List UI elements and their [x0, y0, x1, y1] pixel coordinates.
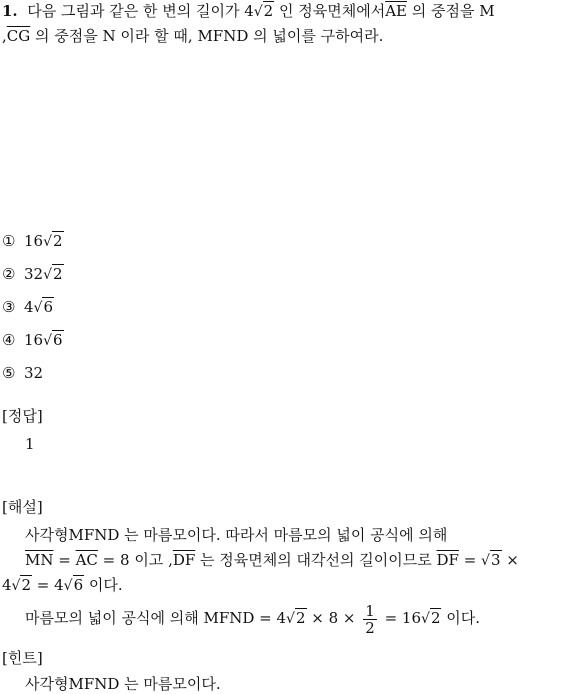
choice-sqrt: √6 — [43, 331, 63, 349]
sqrt-radicand: 2 — [263, 2, 274, 20]
segment-mn: $\overline{MN}$ — [25, 551, 54, 569]
choice-marker: ⑤ — [2, 364, 16, 382]
fraction-denominator: 2 — [365, 618, 375, 637]
choice-2[interactable] — [2, 264, 64, 285]
choice-coef: 16 — [24, 331, 44, 349]
explanation-text: 는 정육면체의 대각선의 길이이므로 — [195, 551, 437, 569]
explanation-text: 이다. — [441, 609, 481, 627]
fraction-numerator: 1 — [365, 601, 375, 620]
explanation-text: × 8 × — [306, 609, 361, 627]
question-text-b: 인 정육면체에서 — [274, 2, 386, 20]
choice-radicand: 6 — [43, 298, 54, 316]
coef: 4 — [2, 576, 12, 594]
explanation-line-1: 사각형MFND 는 마름모이다. 따라서 마름모의 넓이 공식에 의해 — [25, 526, 448, 544]
question-text-d: , — [2, 27, 7, 45]
choice-4[interactable] — [2, 330, 64, 351]
hint-header: [힌트] — [2, 649, 43, 667]
sqrt-radicand: 3 — [490, 551, 501, 569]
question-text-c: 의 중점을 M — [406, 2, 495, 20]
sqrt-radicand: 6 — [73, 576, 84, 594]
fraction — [363, 603, 377, 636]
choice-sqrt: √2 — [43, 232, 63, 250]
sqrt-expression: √6 — [63, 576, 84, 594]
explanation-line-4 — [25, 600, 480, 637]
sqrt-radicand: 2 — [295, 609, 306, 627]
segment-ae: $\overline{AE}$ — [385, 2, 407, 20]
explanation-text: 마름모의 넓이 공식에 의해 MFND = 4 — [25, 609, 287, 627]
choice-sqrt: √6 — [33, 298, 54, 316]
segment-cg: $\overline{CG}$ — [6, 27, 31, 45]
explanation-line-2 — [25, 550, 519, 571]
sqrt-expression: √2 — [421, 609, 441, 627]
sqrt-radicand: 2 — [430, 609, 441, 627]
choice-coef: 32 — [24, 364, 44, 382]
answer-value: 1 — [25, 435, 35, 453]
hint-line-1: 사각형MFND 는 마름모이다. — [25, 675, 221, 693]
choice-sqrt: √2 — [43, 265, 63, 283]
choice-coef: 4 — [24, 298, 34, 316]
explanation-line-3 — [2, 575, 123, 596]
segment-ac: $\overline{AC}$ — [75, 551, 98, 569]
sqrt-expression: √2 — [11, 576, 32, 594]
question-line-2 — [2, 26, 383, 46]
times: × — [501, 551, 519, 569]
choice-marker: ③ — [2, 298, 16, 316]
equals: = 4 — [32, 576, 64, 594]
sqrt-expression: √2 — [253, 2, 274, 20]
question-text-e: 의 중점을 N 이라 할 때, MFND 의 넓이를 구하여라. — [30, 27, 384, 45]
explanation-text: 이다. — [84, 576, 123, 594]
choice-3[interactable] — [2, 297, 54, 318]
choice-radicand: 2 — [53, 232, 63, 250]
answer-header: [정답] — [2, 407, 43, 425]
choice-marker: ② — [2, 265, 16, 283]
question-number: 1. — [2, 2, 18, 20]
sqrt-expression: √2 — [286, 609, 306, 627]
explanation-header: [해설] — [2, 498, 43, 516]
segment-df: $\overline{DF}$ — [436, 551, 459, 569]
choice-5[interactable] — [2, 363, 43, 383]
sqrt-expression: √3 — [481, 551, 501, 569]
choice-marker: ④ — [2, 331, 16, 349]
equals: = — [458, 551, 482, 569]
choice-radicand: 6 — [53, 331, 63, 349]
question-line-1 — [2, 1, 495, 22]
choice-marker: ① — [2, 232, 16, 250]
choice-coef: 16 — [24, 232, 44, 250]
question-text-a: 다음 그림과 같은 한 변의 길이가 4 — [27, 2, 254, 20]
sqrt-radicand: 2 — [21, 576, 32, 594]
choice-radicand: 2 — [53, 265, 63, 283]
equals: = — [53, 551, 76, 569]
segment-df: $\overline{DF}$ — [172, 551, 196, 569]
explanation-text: = 16 — [379, 609, 422, 627]
choice-coef: 32 — [24, 265, 44, 283]
explanation-text: = 8 이고 , — [97, 551, 173, 569]
choice-1[interactable] — [2, 231, 64, 252]
